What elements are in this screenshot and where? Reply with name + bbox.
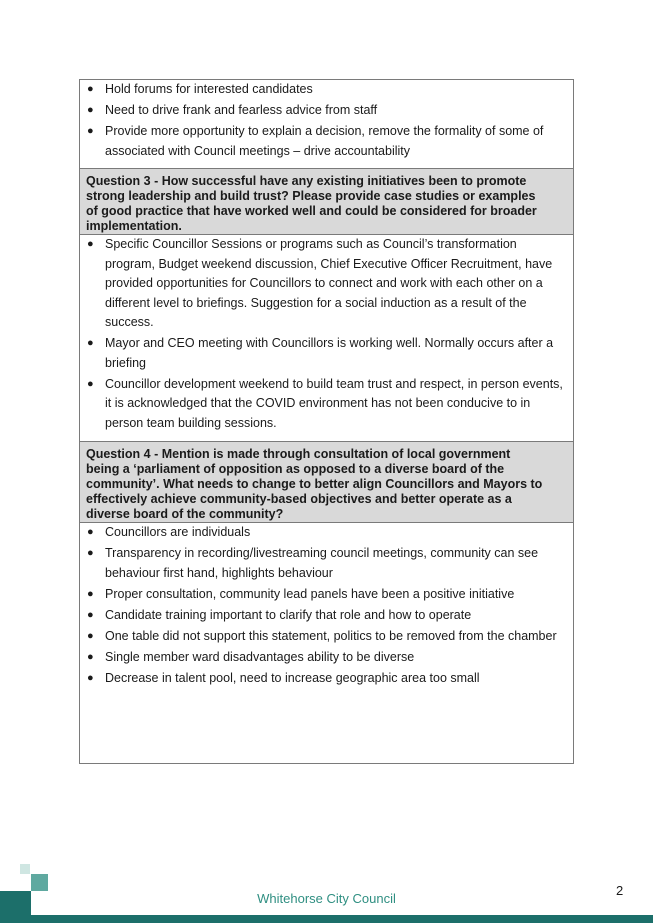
bullet-icon: ● — [87, 377, 94, 390]
list-item: ● Decrease in talent pool, need to increase geographic area too small — [86, 669, 568, 689]
list-item: ● Specific Councillor Sessions or programs such as Council’s transformation program, Budget weekend discussion, Chief Executive Officer Recruitment, have provided opportunities for Councillors to connect and work with each other on a different level to briefings. Suggestion for a social induction as a result of the success. — [87, 237, 553, 329]
list-item: ● Provide more opportunity to explain a decision, remove the formality of some of associated with Council meetings – drive accountability — [87, 124, 544, 158]
list-item: ● Hold forums for interested candidates — [86, 80, 568, 100]
bullet-icon: ● — [87, 238, 94, 250]
bullet-icon: ● — [87, 104, 94, 116]
bullet-icon: ● — [87, 526, 94, 538]
list-item: ● Candidate training important to clarify that role and how to operate — [86, 606, 568, 626]
list-item: ● One table did not support this statement, politics to be removed from the chamber — [86, 627, 568, 647]
section-answers-q4 — [80, 522, 573, 763]
bullet-icon: ● — [87, 83, 94, 95]
list-item: ● Mayor and CEO meeting with Councillors is working well. Normally occurs after a briefing — [87, 336, 554, 370]
bullet-list — [80, 80, 573, 161]
decor-square-small-icon — [20, 864, 30, 874]
footer-organisation: Whitehorse City Council — [257, 891, 396, 906]
list-item: ● Councillors are individuals — [86, 523, 568, 543]
list-item: ● Transparency in recording/livestreaming council meetings, community can see behaviour first hand, highlights behaviour — [87, 546, 539, 580]
response-table — [79, 79, 574, 764]
list-item: ● Need to drive frank and fearless advice from staff — [86, 101, 568, 121]
page-number: 2 — [616, 883, 624, 898]
section-answers-q3 — [80, 234, 573, 441]
bullet-icon: ● — [87, 547, 94, 559]
question-3-header: Question 3 - How successful have any existing initiatives been to promote strong leadership and build trust? Please provide case studies or examples of good practice that have worked well and could be considered for broader implementation. — [80, 168, 573, 234]
bullet-icon: ● — [87, 337, 94, 349]
section-answers-q2 — [80, 80, 573, 168]
bullet-icon: ● — [87, 629, 94, 642]
list-item: ● Proper consultation, community lead panels have been a positive initiative — [86, 585, 568, 605]
decor-square-mid-icon — [31, 874, 48, 891]
bullet-icon: ● — [87, 608, 94, 621]
bullet-list — [80, 523, 573, 688]
bullet-icon: ● — [87, 587, 94, 600]
list-item: ● Councillor development weekend to build team trust and respect, in person events, it is acknowledged that the COVID environment has not been conducive to in person team building sessions. — [87, 376, 563, 430]
footer-bar — [0, 915, 653, 923]
bullet-icon: ● — [87, 650, 94, 663]
bullet-list — [80, 235, 573, 433]
question-4-header: Question 4 - Mention is made through consultation of local government being a ‘parliament of opposition as opposed to a diverse board of the community’. What needs to change to better align Councillors and Mayors to effectively achieve community-based objectives and better operate as a diverse board of the community? — [80, 441, 573, 522]
bullet-icon: ● — [87, 671, 94, 684]
list-item: ● Single member ward disadvantages ability to be diverse — [86, 648, 568, 668]
bullet-icon: ● — [87, 125, 94, 137]
